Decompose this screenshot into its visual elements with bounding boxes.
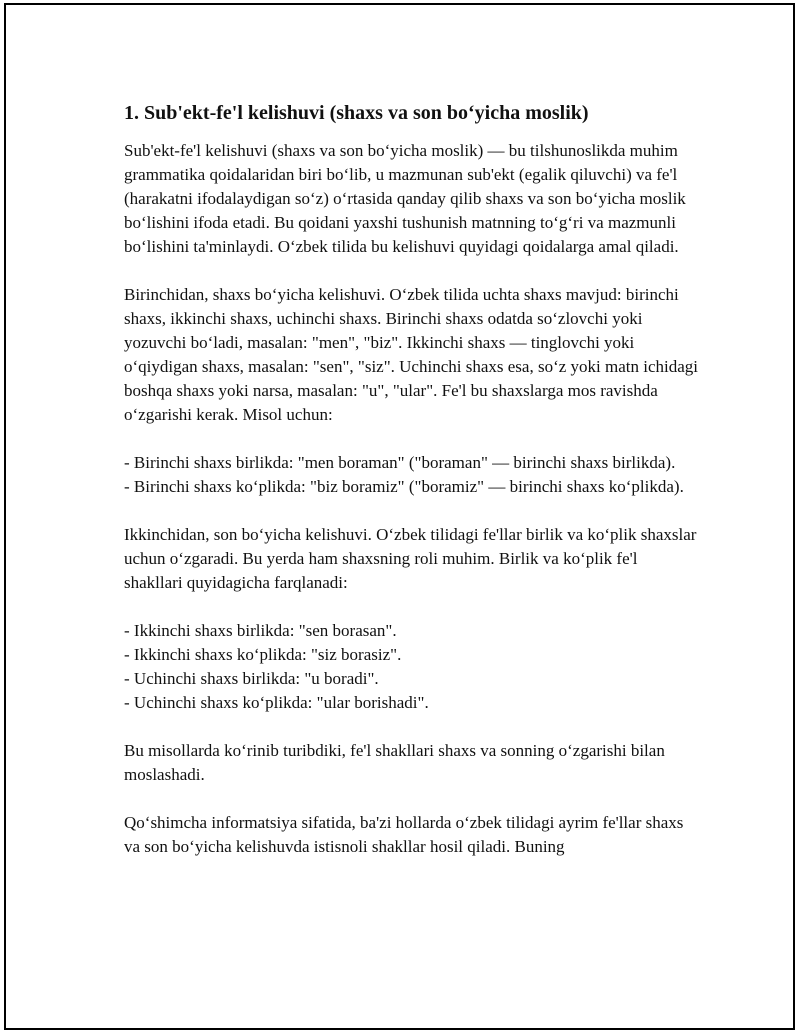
page-frame [4, 3, 795, 1030]
list-item: - Birinchi shaxs birlikda: "men boraman" ("boraman" — birinchi shaxs birlikda). [124, 453, 676, 472]
document-body [120, 87, 700, 859]
list-item: - Birinchi shaxs ko‘plikda: "biz boramiz" ("boramiz" — birinchi shaxs ko‘plikda). [124, 477, 684, 496]
paragraph-person-agreement: Birinchidan, shaxs bo‘yicha kelishuvi. O‘zbek tilida uchta shaxs mavjud: birinchi shaxs, ikkinchi shaxs, uchinchi shaxs. Birinchi shaxs odatda so‘zlovchi yoki yozuvchi bo‘ladi, masalan: "men", "biz". Ikkinchi shaxs — tinglovchi yoki o‘qiydigan shaxs, masalan: "sen", "siz". Uchinchi shaxs esa, so‘z yoki matn ichidagi boshqa shaxs yoki narsa, masalan: "u", "ular". Fe'l bu shaxslarga mos ravishda o‘zgarishi kerak. Misol uchun: [124, 285, 698, 424]
list-item: - Uchinchi shaxs ko‘plikda: "ular borishadi". [124, 693, 429, 712]
list-item: - Ikkinchi shaxs ko‘plikda: "siz borasiz". [124, 645, 402, 664]
paragraph-intro: Sub'ekt-fe'l kelishuvi (shaxs va son bo‘yicha moslik) — bu tilshunoslikda muhim grammatika qoidalaridan biri bo‘lib, u mazmunan sub'ekt (egalik qiluvchi) va fe'l (harakatni ifodalaydigan so‘z) o‘rtasida qanday qilib shaxs va son bo‘yicha moslik bo‘lishini ifoda etadi. Bu qoidani yaxshi tushunish matnning to‘g‘ri va mazmunli bo‘lishini ta'minlaydi. O‘zbek tilida bu kelishuvi quyidagi qoidalarga amal qiladi. [124, 141, 686, 256]
list-item: - Uchinchi shaxs birlikda: "u boradi". [124, 669, 379, 688]
section-heading: 1. Sub'ekt-fe'l kelishuvi (shaxs va son bo‘yicha moslik) [124, 102, 589, 124]
list-item: - Ikkinchi shaxs birlikda: "sen borasan". [124, 621, 397, 640]
paragraph-additional-info: Qo‘shimcha informatsiya sifatida, ba'zi hollarda o‘zbek tilidagi ayrim fe'llar shaxs va son bo‘yicha kelishuvda istisnoli shakllar hosil qiladi. Buning [124, 813, 684, 856]
example-list-second-third-person [124, 619, 700, 715]
example-list-first-person [124, 451, 700, 499]
paragraph-conclusion: Bu misollarda ko‘rinib turibdiki, fe'l shakllari shaxs va sonning o‘zgarishi bilan moslashadi. [124, 741, 665, 784]
paragraph-number-agreement: Ikkinchidan, son bo‘yicha kelishuvi. O‘zbek tilidagi fe'llar birlik va ko‘plik shaxslar uchun o‘zgaradi. Bu yerda ham shaxsning roli muhim. Birlik va ko‘plik fe'l shakllari quyidagicha farqlanadi: [124, 525, 697, 592]
